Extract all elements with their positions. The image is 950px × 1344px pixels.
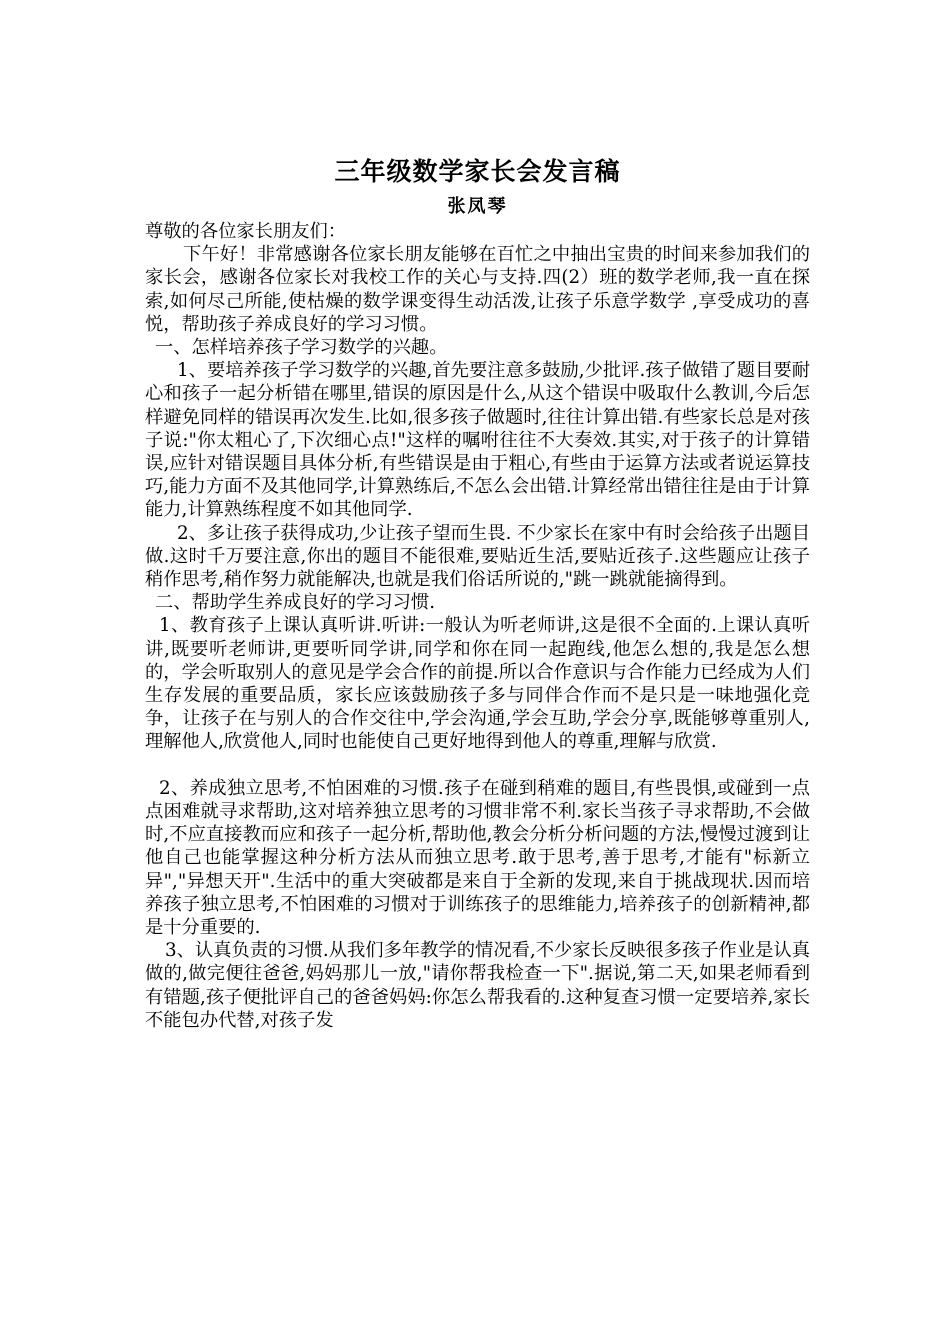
section-1-item-2: 2、多让孩子获得成功,少让孩子望而生畏. 不少家长在家中有时会给孩子出题目做.这时千万要注意,你出的题目不能很难,要贴近生活,要贴近孩子.这些题应让孩子稍作思考,稍作努力就能解决,也就是我们俗话所说的,"跳一跳就能摘得到。 [145, 522, 810, 591]
intro-paragraph: 下午好！非常感谢各位家长朋友能够在百忙之中抽出宝贵的时间来参加我们的家长会，感谢各位家长对我校工作的关心与支持.四(2）班的数学老师,我一直在探索,如何尽己所能,使枯燥的数学课变得生动活泼,让孩子乐意学数学 ,享受成功的喜悦，帮助孩子养成良好的学习习惯。 [145, 244, 810, 335]
section-1-item-1: 1、要培养孩子学习数学的兴趣,首先要注意多鼓励,少批评.孩子做错了题目要耐心和孩子一起分析错在哪里,错误的原因是什么,从这个错误中吸取什么教训,今后怎样避免同样的错误再次发生.比如,很多孩子做题时,往往计算出错.有些家长总是对孩子说:"你太粗心了,下次细心点!"这样的嘱咐往往不大奏效.其实,对于孩子的计算错误,应针对错误题目具体分析,有些错误是由于粗心,有些由于运算方法或者说运算技巧,能力方面不及其他同学,计算熟练后,不怎么会出错.计算经常出错往往是由于计算能力,计算熟练程度不如其他同学. [145, 360, 810, 521]
document-author: 张凤琴 [447, 196, 508, 217]
section-2-heading: 二、帮助学生养成良好的学习习惯. [155, 592, 436, 614]
salutation: 尊敬的各位家长朋友们： [145, 221, 347, 242]
section-2-item-2: 2、养成独立思考,不怕困难的习惯.孩子在碰到稍难的题目,有些畏惧,或碰到一点点困难就寻求帮助,这对培养独立思考的习惯非常不利.家长当孩子寻求帮助,不会做时,不应直接教而应和孩子一起分析,帮助他,教会分析分析问题的方法,慢慢过渡到让他自己也能掌握这种分析方法从而独立思考.敢于思考,善于思考,才能有"标新立异","异想天开".生活中的重大突破都是来自于全新的发现,来自于挑战现状.因而培养孩子独立思考,不怕困难的习惯对于训练孩子的思维能力,培养孩子的创新精神,都是十分重要的. [145, 777, 810, 939]
section-2-item-3: 3、认真负责的习惯.从我们多年教学的情况看,不少家长反映很多孩子作业是认真做的,做完便往爸爸,妈妈那儿一放,"请你帮我检查一下".据说,第二天,如果老师看到有错题,孩子便批评自己的爸爸妈妈:你怎么帮我看的.这种复查习惯一定要培养,家长不能包办代替,对孩子发 [145, 940, 810, 1031]
blank-line [145, 754, 810, 777]
section-1-heading: 一、怎样培养孩子学习数学的兴趣。 [155, 337, 448, 359]
document-title: 三年级数学家长会发言稿 [334, 157, 621, 186]
document-page [145, 152, 810, 1032]
section-2-item-1: 1、教育孩子上课认真听讲.听讲:一般认为听老师讲,这是很不全面的.上课认真听讲,既要听老师讲,更要听同学讲,同学和你在同一起跑线,他怎么想的,我是怎么想的，学会听取别人的意见是学会合作的前提.所以合作意识与合作能力已经成为人们生存发展的重要品质，家长应该鼓励孩子多与同伴合作而不是只是一味地强化竞争，让孩子在与别人的合作交往中,学会沟通,学会互助,学会分享,既能够尊重别人,理解他人,欣赏他人,同时也能使自己更好地得到他人的尊重,理解与欣赏. [145, 615, 810, 753]
